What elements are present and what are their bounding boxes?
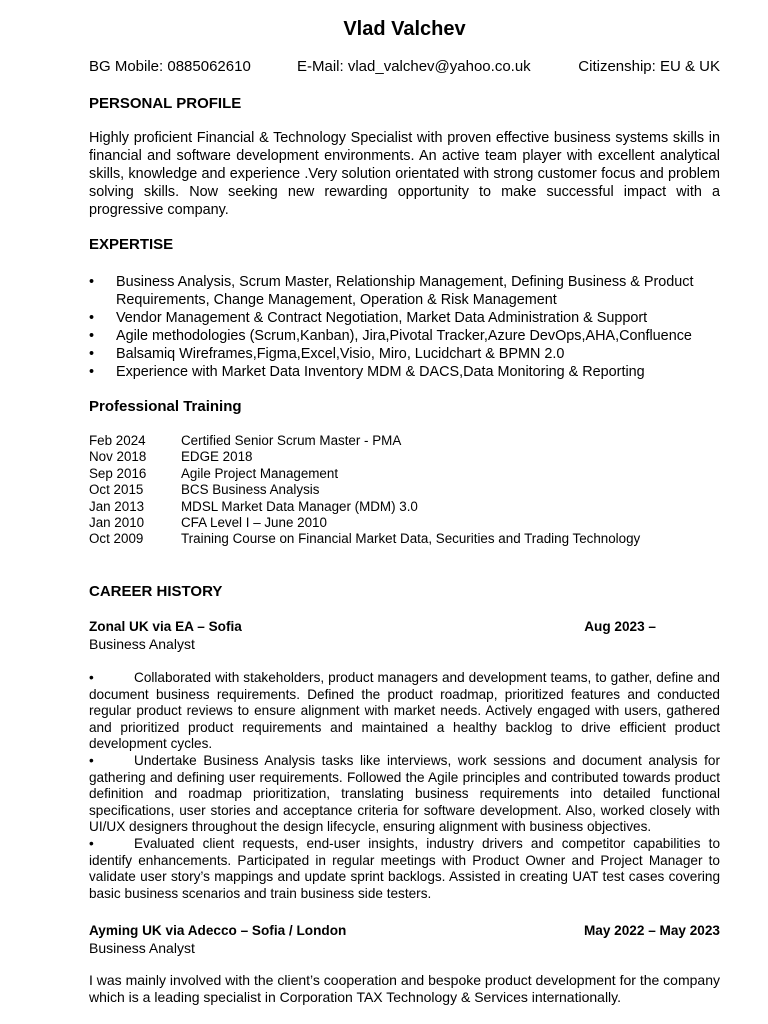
responsibility-text: Evaluated client requests, end-user insights, industry drivers and competitor capabilities to identify enhancements. Participated in regular meetings with Product Owner and Project Manager to validate user story’s mappings and update sprint backlogs. Assisted in creating UAT test cases covering basic business scenarios and train business side testers.: [89, 835, 720, 901]
profile-text: Highly proficient Financial & Technology Specialist with proven effective business systems skills in financial and software development environments. An active team player with excellent analytical skills, knowledge and experience .Very solution orientated with strong customer focus and problem solving skills. Now seeking new rewarding opportunity to make successful impact with a progressive company.: [89, 130, 720, 218]
expertise-item: • Experience with Market Data Inventory MDM & DACS,Data Monitoring & Reporting: [89, 363, 729, 381]
training-date: Nov 2018: [89, 449, 147, 465]
training-date: Oct 2015: [89, 482, 144, 498]
expertise-heading: EXPERTISE: [89, 236, 174, 253]
bullet-icon: •: [89, 670, 94, 685]
training-heading: Professional Training: [89, 398, 242, 415]
training-title: MDSL Market Data Manager (MDM) 3.0: [181, 498, 418, 514]
expertise-item: • Balsamiq Wireframes,Figma,Excel,Visio, Miro, Lucidchart & BPMN 2.0: [89, 345, 729, 363]
bullet-icon: •: [89, 835, 94, 851]
expertise-list: [89, 273, 729, 381]
training-title: EDGE 2018: [181, 449, 253, 465]
citizenship: Citizenship: EU & UK: [578, 58, 720, 75]
expertise-item: • Agile methodologies (Scrum,Kanban), Jira,Pivotal Tracker,Azure DevOps,AHA,Confluence: [89, 327, 729, 345]
job-company: Ayming UK via Adecco – Sofia / London: [89, 923, 347, 938]
job-dates: May 2022 – May 2023: [583, 923, 720, 938]
training-title: BCS Business Analysis: [181, 482, 320, 498]
expertise-item: • Business Analysis, Scrum Master, Relationship Management, Defining Business & Product Requirements, Change Management, Operation & Risk Management: [89, 273, 729, 309]
training-date: Jan 2010: [89, 514, 145, 530]
mobile-number: BG Mobile: 0885062610: [89, 58, 251, 75]
expertise-item: • Vendor Management & Contract Negotiation, Market Data Administration & Support: [89, 309, 729, 327]
responsibility-text: Undertake Business Analysis tasks like interviews, work sessions and document analysis for gathering and defining user requirements. Followed the Agile principles and contributed towards product definition and roadmap prioritization, translating business requirements into detailed functional specifications, user stories and acceptance criteria for software development. Also, worked closely with UI/UX designers throughout the design lifecycle, ensuring alignment with business objectives.: [89, 752, 720, 835]
job-header: [89, 619, 720, 652]
responsibility-text: Collaborated with stakeholders, product managers and development teams, to gather, define and document business requirements. Defined the product roadmap, prioritized features and conducted regular product reviews to ensure alignment with market needs. Actively engaged with users, gathered and prioritized product requirements and maintained a healthy backlog to drive efficient product development cycles.: [89, 670, 720, 752]
bullet-icon: •: [89, 752, 94, 768]
training-date: Sep 2016: [89, 465, 147, 481]
profile-heading: PERSONAL PROFILE: [89, 95, 242, 112]
training-title: CFA Level I – June 2010: [181, 514, 327, 530]
training-title: Training Course on Financial Market Data, Securities and Trading Technology: [181, 531, 641, 547]
job-responsibilities: [89, 670, 720, 902]
training-title: Certified Senior Scrum Master - PMA: [181, 433, 402, 448]
responsibility-item: [89, 670, 720, 753]
training-date: Jan 2013: [89, 498, 145, 514]
job-dates: Aug 2023 –: [584, 619, 656, 634]
career-heading: CAREER HISTORY: [89, 583, 223, 600]
training-title: Agile Project Management: [181, 465, 339, 481]
responsibility-item: [89, 836, 720, 902]
job-role: Business Analyst: [89, 636, 195, 652]
job-header: [89, 923, 720, 956]
job-role: Business Analyst: [89, 940, 195, 956]
email-address: E-Mail: vlad_valchev@yahoo.co.uk: [297, 58, 531, 75]
job-summary: I was mainly involved with the client’s cooperation and bespoke product development for the company which is a leading specialist in Corporation TAX Technology & Services internationally.: [89, 972, 720, 1005]
candidate-name: Vlad Valchev: [343, 18, 466, 40]
responsibility-item: [89, 753, 720, 836]
training-date: Oct 2009: [89, 531, 144, 547]
training-date: Feb 2024: [89, 433, 146, 448]
job-company: Zonal UK via EA – Sofia: [89, 619, 242, 634]
